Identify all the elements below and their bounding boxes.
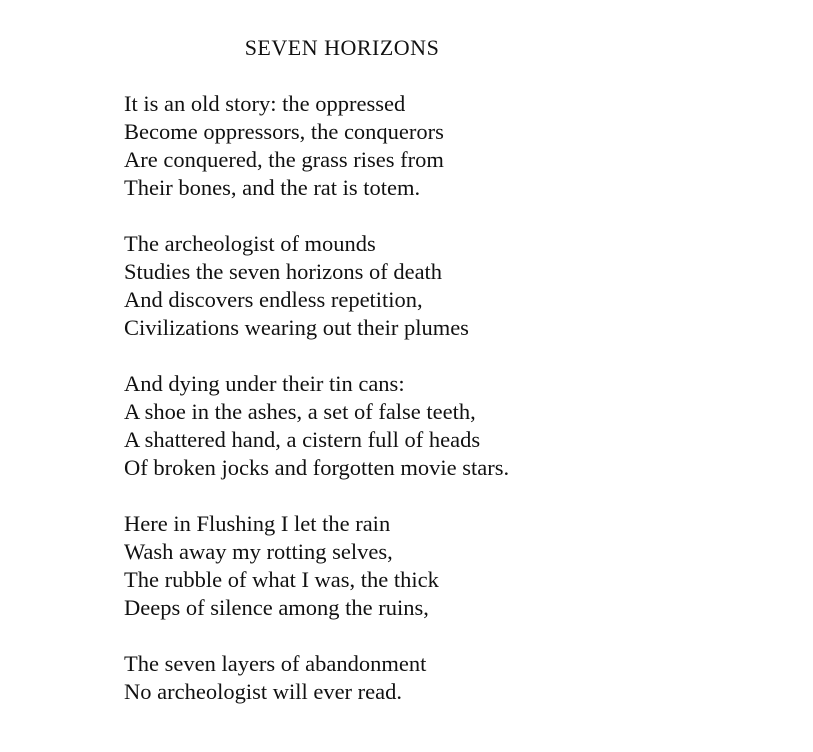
poem-line: Their bones, and the rat is totem. bbox=[124, 175, 421, 200]
poem-line: It is an old story: the oppressed bbox=[124, 91, 406, 116]
poem-line: Of broken jocks and forgotten movie stars. bbox=[124, 455, 510, 480]
poem-title: SEVEN HORIZONS bbox=[244, 35, 440, 60]
poem-line: Civilizations wearing out their plumes bbox=[124, 315, 469, 340]
stanza-2 bbox=[124, 230, 509, 342]
poem-line: Wash away my rotting selves, bbox=[124, 539, 393, 564]
poem-line: Deeps of silence among the ruins, bbox=[124, 595, 429, 620]
stanza-3 bbox=[124, 370, 509, 482]
poem-line: Here in Flushing I let the rain bbox=[124, 511, 391, 536]
poem-line: The rubble of what I was, the thick bbox=[124, 567, 439, 592]
poem-line: And discovers endless repetition, bbox=[124, 287, 423, 312]
poem-line: No archeologist will ever read. bbox=[124, 679, 403, 704]
poem-line: Studies the seven horizons of death bbox=[124, 259, 443, 284]
poem-line: The archeologist of mounds bbox=[124, 231, 376, 256]
poem-line: A shattered hand, a cistern full of heads bbox=[124, 427, 481, 452]
stanza-5 bbox=[124, 650, 509, 706]
poem-body bbox=[124, 90, 509, 734]
poem-line: The seven layers of abandonment bbox=[124, 651, 427, 676]
poem-line: A shoe in the ashes, a set of false teeth, bbox=[124, 399, 476, 424]
stanza-1 bbox=[124, 90, 509, 202]
poem-line: And dying under their tin cans: bbox=[124, 371, 405, 396]
poem-line: Are conquered, the grass rises from bbox=[124, 147, 444, 172]
stanza-4 bbox=[124, 510, 509, 622]
poem-line: Become oppressors, the conquerors bbox=[124, 119, 444, 144]
